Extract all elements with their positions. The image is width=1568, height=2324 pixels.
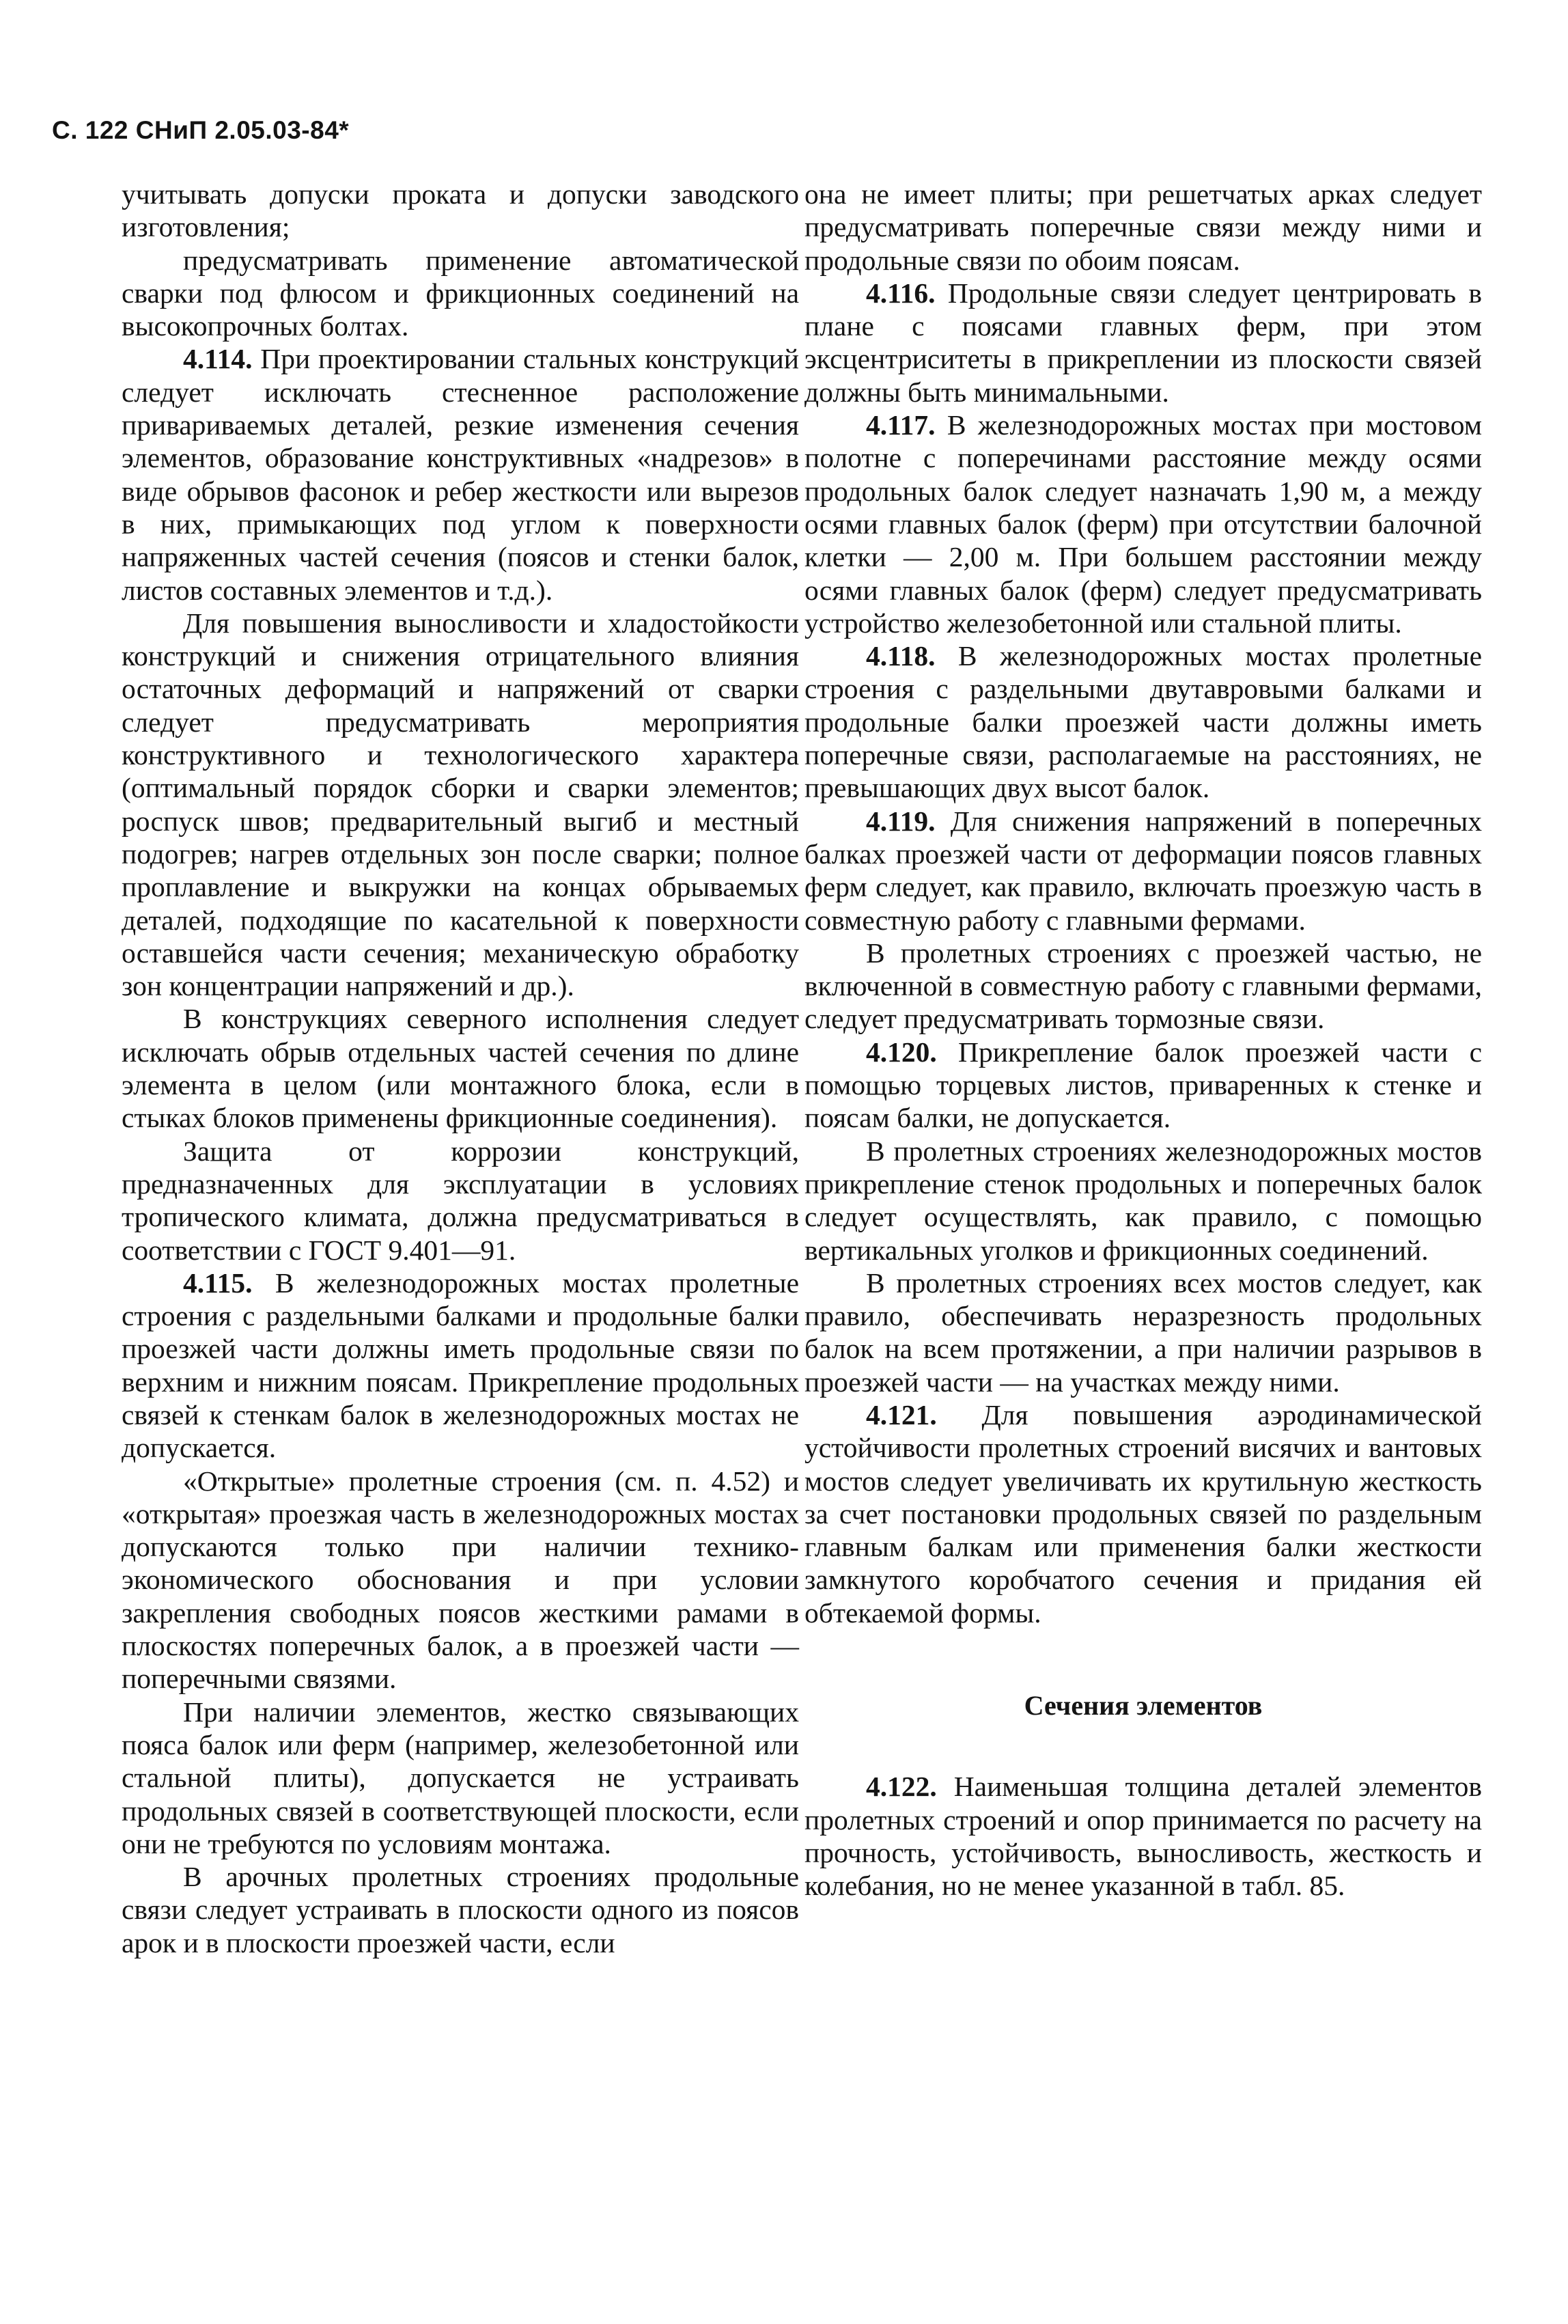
clause-number: 4.118.	[866, 640, 936, 672]
paragraph: «Открытые» пролетные строения (см. п. 4.52) и «открытая» проезжая часть в железнодорожных мостах допускаются только при наличии технико-экономического обоснования и при условии закрепления свободных поясов жесткими рамами в плоскостях поперечных балок, а в проезжей части — поперечными связями.	[122, 1465, 799, 1695]
clause-number: 4.122.	[866, 1771, 937, 1803]
clause-text: Продольные связи следует центрировать в плане с поясами главных ферм, при этом эксцентриситеты в прикреплении из плоскости связей должны быть минимальными.	[804, 277, 1482, 408]
paragraph: Защита от коррозии конструкций, предназначенных для эксплуатации в условиях тропического климата, должна предусматриваться в соответствии с ГОСТ 9.401—91.	[122, 1135, 799, 1266]
paragraph: При наличии элементов, жестко связывающих пояса балок или ферм (например, железобетонной или стальной плиты), допускается не устраивать продольных связей в соответствующей плоскости, если они не требуются по условиям монтажа.	[122, 1696, 799, 1859]
paragraph: предусматривать применение автоматической сварки под флюсом и фрикционных соединений на высокопрочных болтах.	[122, 244, 799, 342]
clause-text: Прикрепление балок проезжей части с помощью торцевых листов, приваренных к стенке и поясам балки, не допускается.	[804, 1036, 1482, 1134]
clause-number: 4.117.	[866, 409, 936, 441]
clause-number: 4.121.	[866, 1398, 937, 1430]
paragraph: учитывать допуски проката и допуски заводского изготовления;	[122, 178, 799, 243]
clause-text: Для снижения напряжений в поперечных балках проезжей части от деформации поясов главных ферм следует, как правило, включать проезжую часть в совместную работу с главными фермами.	[804, 805, 1482, 936]
paragraph: она не имеет плиты; при решетчатых арках следует предусматривать поперечные связи между ними и продольные связи по обоим поясам.	[804, 178, 1482, 276]
clause-number: 4.116.	[866, 277, 936, 309]
clause-4-117	[804, 409, 1482, 639]
left-column	[122, 178, 799, 1959]
paragraph: В пролетных строениях всех мостов следует, как правило, обеспечивать неразрезность продольных балок на всем протяжении, а при наличии разрывов в проезжей части — на участках между ними.	[804, 1267, 1482, 1398]
clause-text: Для повышения аэродинамической устойчивости пролетных строений висячих и вантовых мостов следует увеличивать их крутильную жесткость за счет постановки продольных связей по раздельным главным балкам или применения балки жесткости замкнутого коробчатого сечения и придания ей обтекаемой формы.	[804, 1398, 1482, 1629]
clause-text: При проектировании стальных конструкций следует исключать стесненное расположение привариваемых деталей, резкие изменения сечения элементов, образование конструктивных «надрезов» в виде обрывов фасонок и ребер жесткости или вырезов в них, примыкающих под углом к поверхности напряженных частей сечения (поясов и стенки балок, листов составных элементов и т.д.).	[122, 343, 799, 606]
clause-4-115	[122, 1267, 799, 1465]
clause-number: 4.120.	[866, 1036, 937, 1068]
section-heading: Сечения элементов	[1024, 1690, 1263, 1721]
clause-text: Наименьшая толщина деталей элементов пролетных строений и опор принимается по расчету на прочность, устойчивость, выносливость, жесткость и колебания, но не менее указанной в табл. 85.	[804, 1771, 1482, 1902]
clause-4-122	[804, 1770, 1482, 1902]
right-column	[804, 178, 1482, 1903]
clause-number: 4.115.	[183, 1267, 253, 1299]
clause-text: В железнодорожных мостах пролетные строения с раздельными двутавровыми балками и продольные балки проезжей части должны иметь поперечные связи, располагаемые на расстояниях, не превышающих двух высот балок.	[804, 640, 1482, 804]
clause-number: 4.114.	[183, 343, 253, 375]
paragraph: В арочных пролетных строениях продольные связи следует устраивать в плоскости одного из поясов арок и в плоскости проезжей части, если	[122, 1861, 799, 1959]
clause-text: В железнодорожных мостах пролетные строения с раздельными балками и продольные балки проезжей части должны иметь продольные связи по верхним и нижним поясам. Прикрепление продольных связей к стенкам балок в железнодорожных мостах не допускается.	[122, 1267, 799, 1464]
paragraph: Для повышения выносливости и хладостойкости конструкций и снижения отрицательного влияния остаточных деформаций и напряжений от сварки следует предусматривать мероприятия конструктивного и технологического характера (оптимальный порядок сборки и сварки элементов; роспуск швов; предварительный выгиб и местный подогрев; нагрев отдельных зон после сварки; полное проплавление и выкружки на концах обрываемых деталей, подходящие по касательной к поверхности оставшейся части сечения; механическую обработку зон концентрации напряжений и др.).	[122, 607, 799, 1002]
clause-number: 4.119.	[866, 805, 936, 837]
paragraph: В конструкциях северного исполнения следует исключать обрыв отдельных частей сечения по длине элемента в целом (или монтажного блока, если в стыках блоков применены фрикционные соединения).	[122, 1003, 799, 1134]
running-head: С. 122 СНиП 2.05.03-84*	[52, 116, 350, 144]
paragraph: В пролетных строениях железнодорожных мостов прикрепление стенок продольных и поперечных балок следует осуществлять, как правило, с помощью вертикальных уголков и фрикционных соединений.	[804, 1135, 1482, 1266]
clause-text: В железнодорожных мостах при мостовом полотне с поперечинами расстояние между осями продольных балок следует назначать 1,90 м, а между осями главных балок (ферм) при отсутствии балочной клетки — 2,00 м. При большем расстоянии между осями главных балок (ферм) следует предусматривать устройство железобетонной или стальной плиты.	[804, 409, 1482, 639]
clause-4-121	[804, 1398, 1482, 1629]
clause-4-114	[122, 342, 799, 606]
paragraph: В пролетных строениях с проезжей частью, не включенной в совместную работу с главными фермами, следует предусматривать тормозные связи.	[804, 937, 1482, 1035]
clause-4-116	[804, 277, 1482, 409]
clause-4-120	[804, 1036, 1482, 1135]
clause-4-119	[804, 805, 1482, 937]
clause-4-118	[804, 639, 1482, 804]
